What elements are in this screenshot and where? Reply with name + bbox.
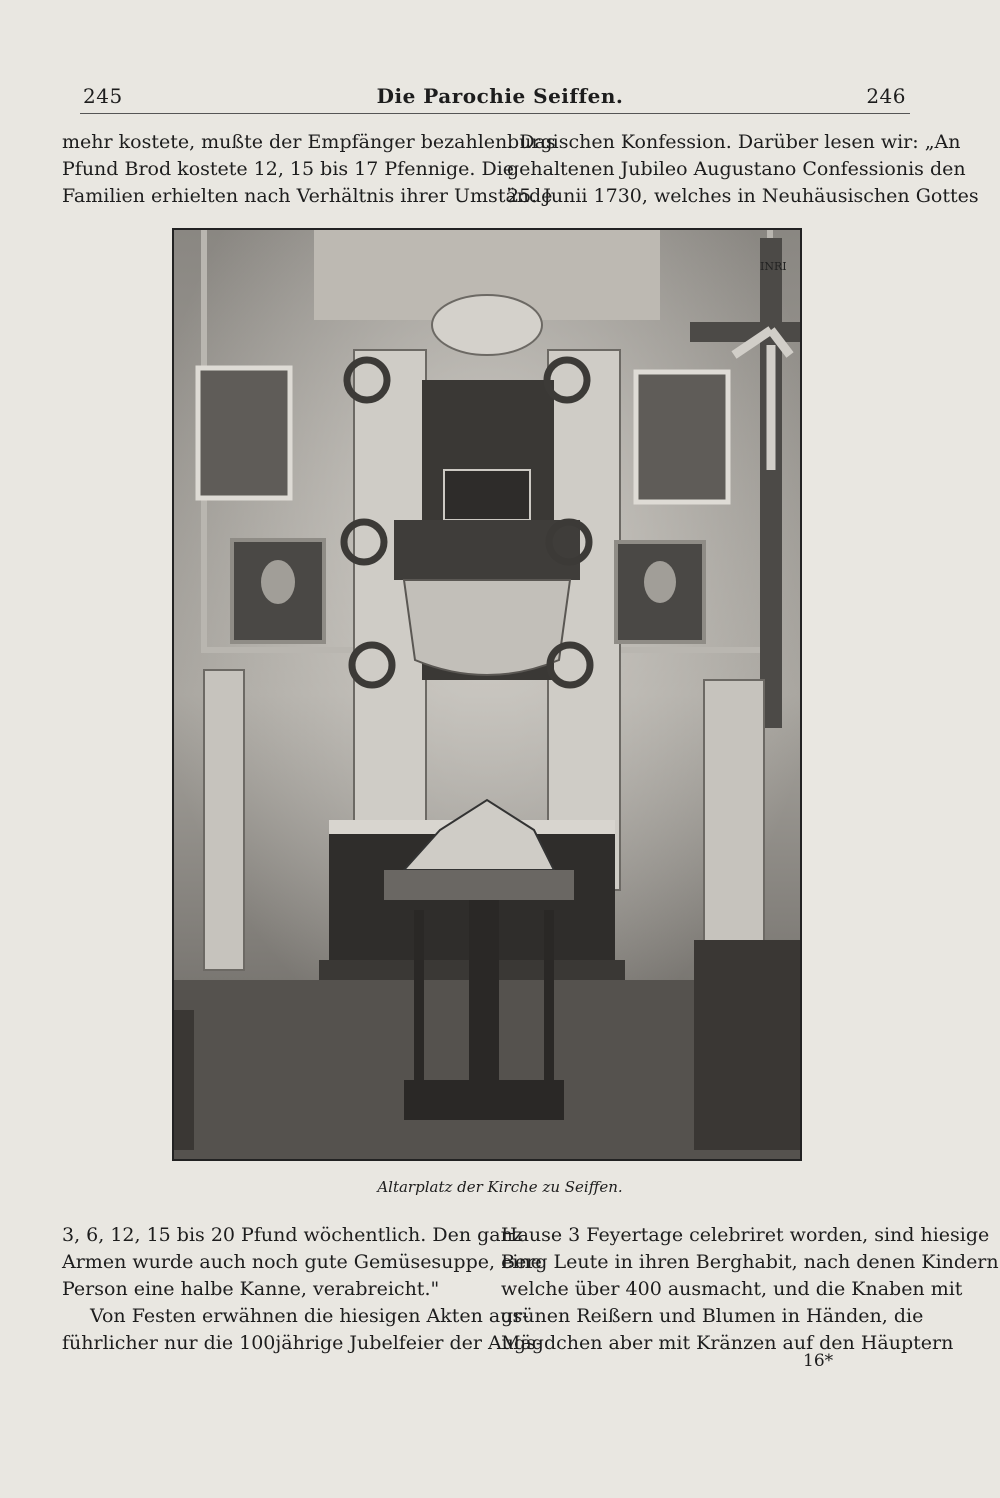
text-column-top-right [507, 129, 979, 210]
page-number-left: 245 [83, 84, 123, 108]
header-rule [80, 113, 910, 114]
text-line: Pfund Brod kostete 12, 15 bis 17 Pfennige. Die [62, 158, 515, 180]
text-line: welche über 400 ausmacht, und die Knaben mit [501, 1278, 963, 1300]
text-line: Person eine halbe Kanne, verabreicht." [62, 1278, 440, 1300]
inri-label: INRI [760, 260, 787, 273]
text-line: 25. Junii 1730, welches in Neuhäusischen Gottes [507, 185, 979, 207]
text-line: mehr kostete, mußte der Empfänger bezahlen. Das [62, 131, 556, 153]
text-column-top-left [62, 129, 556, 210]
crucifix-beam [760, 238, 782, 728]
text-line: Hause 3 Feyertage celebriret worden, sind hiesige [501, 1224, 990, 1246]
text-line: grünen Reißern und Blumen in Händen, die [501, 1305, 924, 1327]
altar-illustration [174, 230, 800, 1159]
font-pedestal [469, 900, 499, 1090]
page-number-right: 246 [866, 84, 906, 108]
text-line: Berg Leute in ihren Berghabit, nach denen Kindern [501, 1251, 999, 1273]
text-line: gehaltenen Jubileo Augustano Confessionis den [507, 158, 966, 180]
text-line: Familien erhielten nach Verhältnis ihrer Umstände [62, 185, 553, 207]
text-line: burgischen Konfession. Darüber lesen wir: „An [507, 131, 961, 153]
text-line: Von Festen erwähnen die hiesigen Akten aus- [90, 1305, 529, 1327]
text-line: 3, 6, 12, 15 bis 20 Pfund wöchentlich. Den ganz [62, 1224, 523, 1246]
text-column-bottom-left [62, 1222, 543, 1357]
text-line: Armen wurde auch noch gute Gemüsesuppe, eine [62, 1251, 542, 1273]
left-window [198, 368, 290, 498]
running-title: Die Parochie Seiffen. [376, 84, 624, 108]
pulpit [404, 580, 570, 675]
altar-photograph [172, 228, 802, 1161]
right-window [636, 372, 728, 502]
text-line: Mägdchen aber mit Kränzen auf den Häuptern [501, 1332, 954, 1354]
figure-caption: Altarplatz der Kirche zu Seiffen. [377, 1178, 623, 1196]
text-line: führlicher nur die 100jährige Jubelfeier der Augs- [62, 1332, 543, 1354]
pew [694, 940, 800, 1150]
signature-mark: 16* [803, 1351, 834, 1371]
text-column-bottom-right [501, 1222, 999, 1357]
